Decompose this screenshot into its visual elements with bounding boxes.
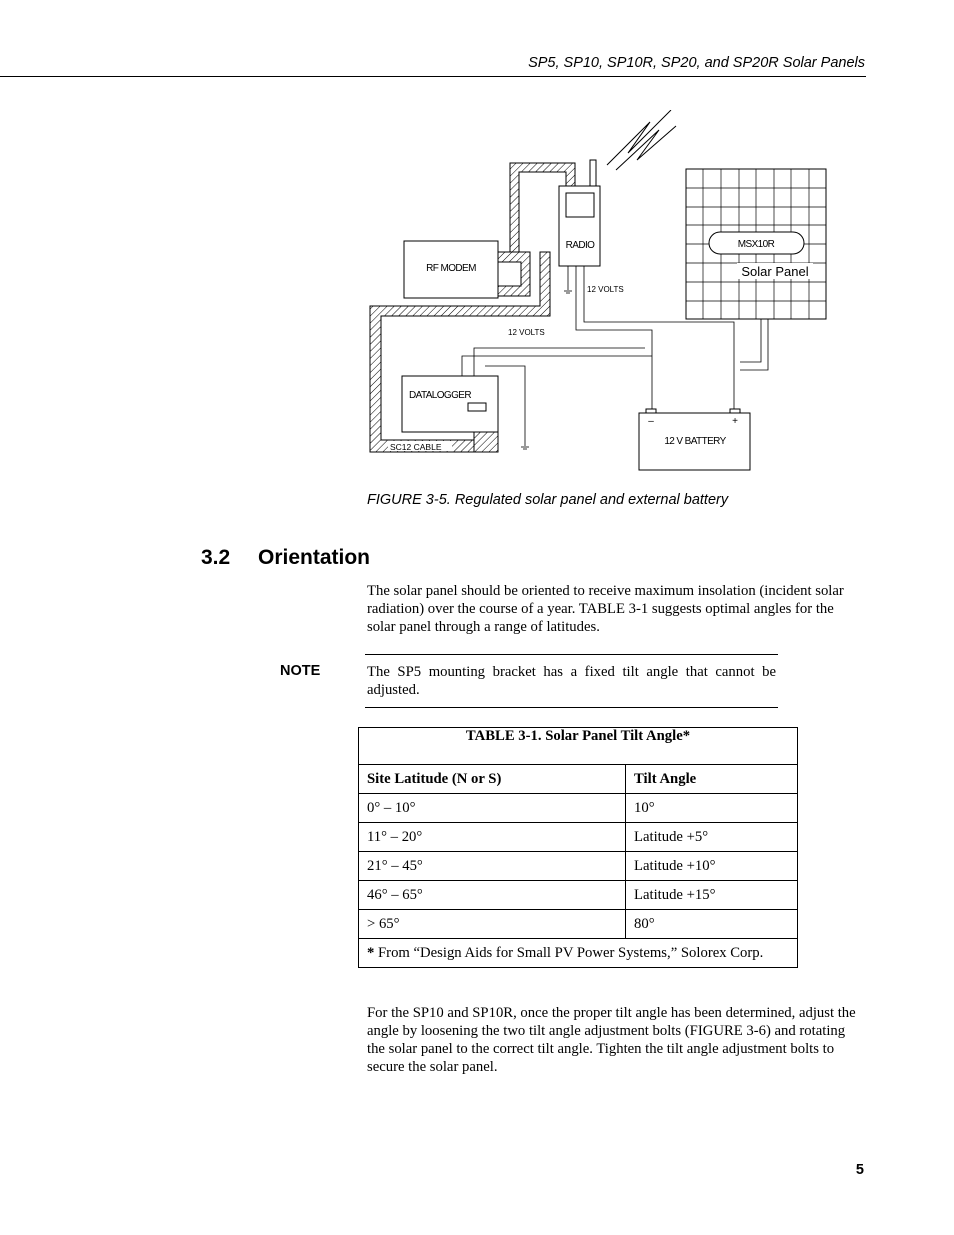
volts-label-mid: 12 VOLTS — [508, 328, 545, 337]
radio-display — [566, 193, 594, 217]
solar-panel-label: Solar Panel — [741, 264, 809, 279]
volts-label-top: 12 VOLTS — [587, 285, 624, 294]
table-caption: TABLE 3-1. Solar Panel Tilt Angle* — [359, 728, 798, 765]
rf-modem-label: RF MODEM — [426, 263, 476, 274]
latitude-cell: 0° – 10° — [359, 794, 626, 823]
orientation-paragraph: The solar panel should be oriented to receive maximum insolation (incident solar radiation) over the course of a year. TABLE 3-1 suggests optimal angles for the solar panel through a range of latitudes. — [367, 583, 844, 635]
radio-antenna — [590, 160, 596, 186]
footnote-mark: * — [367, 944, 375, 961]
radio-signal-icon-2 — [616, 126, 676, 170]
tilt-cell: Latitude +10° — [626, 852, 798, 881]
footnote-text: From “Design Aids for Small PV Power Systems,” Solorex Corp. — [374, 944, 764, 961]
battery-plus-label: + — [732, 416, 738, 427]
table-row — [359, 794, 798, 823]
tilt-cell: 10° — [626, 794, 798, 823]
header-rule — [0, 76, 866, 77]
latitude-cell: 46° – 65° — [359, 881, 626, 910]
note-label: NOTE — [280, 663, 321, 679]
page-number: 5 — [855, 1162, 864, 1178]
wiring-diagram — [360, 110, 835, 480]
section-title: Orientation — [258, 546, 371, 569]
tilt-angle-table — [358, 727, 798, 968]
table-row — [359, 852, 798, 881]
table-row — [359, 910, 798, 939]
table-row — [359, 823, 798, 852]
section-heading — [201, 546, 370, 570]
battery-terminal-negative — [646, 409, 656, 413]
table-header-tilt: Tilt Angle — [626, 765, 798, 794]
datalogger-label: DATALOGGER — [409, 390, 471, 401]
table-row — [359, 881, 798, 910]
battery-label: 12 V BATTERY — [664, 436, 726, 447]
battery-terminal-positive — [730, 409, 740, 413]
table-header-latitude: Site Latitude (N or S) — [359, 765, 626, 794]
tilt-cell: Latitude +15° — [626, 881, 798, 910]
adjustment-paragraph: For the SP10 and SP10R, once the proper tilt angle has been determined, adjust the angle by loosening the two tilt angle adjustment bolts (FIGURE 3-6) and rotating the solar panel to the correct tilt angle. Tighten the tilt angle adjustment bolts to secure the solar panel. — [367, 1005, 856, 1075]
latitude-cell: 21° – 45° — [359, 852, 626, 881]
running-header: SP5, SP10, SP10R, SP20, and SP20R Solar Panels — [528, 55, 865, 71]
cable-label: SC12 CABLE — [390, 442, 442, 452]
note-top-rule — [365, 654, 778, 655]
radio-label: RADIO — [565, 240, 595, 251]
tilt-cell: 80° — [626, 910, 798, 939]
table-footnote — [359, 939, 798, 968]
latitude-cell: 11° – 20° — [359, 823, 626, 852]
latitude-cell: > 65° — [359, 910, 626, 939]
datalogger-port — [468, 403, 486, 411]
modem-radio-cable-2 — [498, 252, 530, 296]
figure-caption: FIGURE 3-5. Regulated solar panel and external battery — [367, 492, 729, 508]
tilt-cell: Latitude +5° — [626, 823, 798, 852]
note-text: The SP5 mounting bracket has a fixed tilt angle that cannot be adjusted. — [367, 664, 776, 698]
note-bottom-rule — [365, 707, 778, 708]
msx10r-label: MSX10R — [737, 239, 775, 250]
section-number: 3.2 — [201, 546, 231, 569]
battery-minus-label: – — [648, 416, 654, 427]
